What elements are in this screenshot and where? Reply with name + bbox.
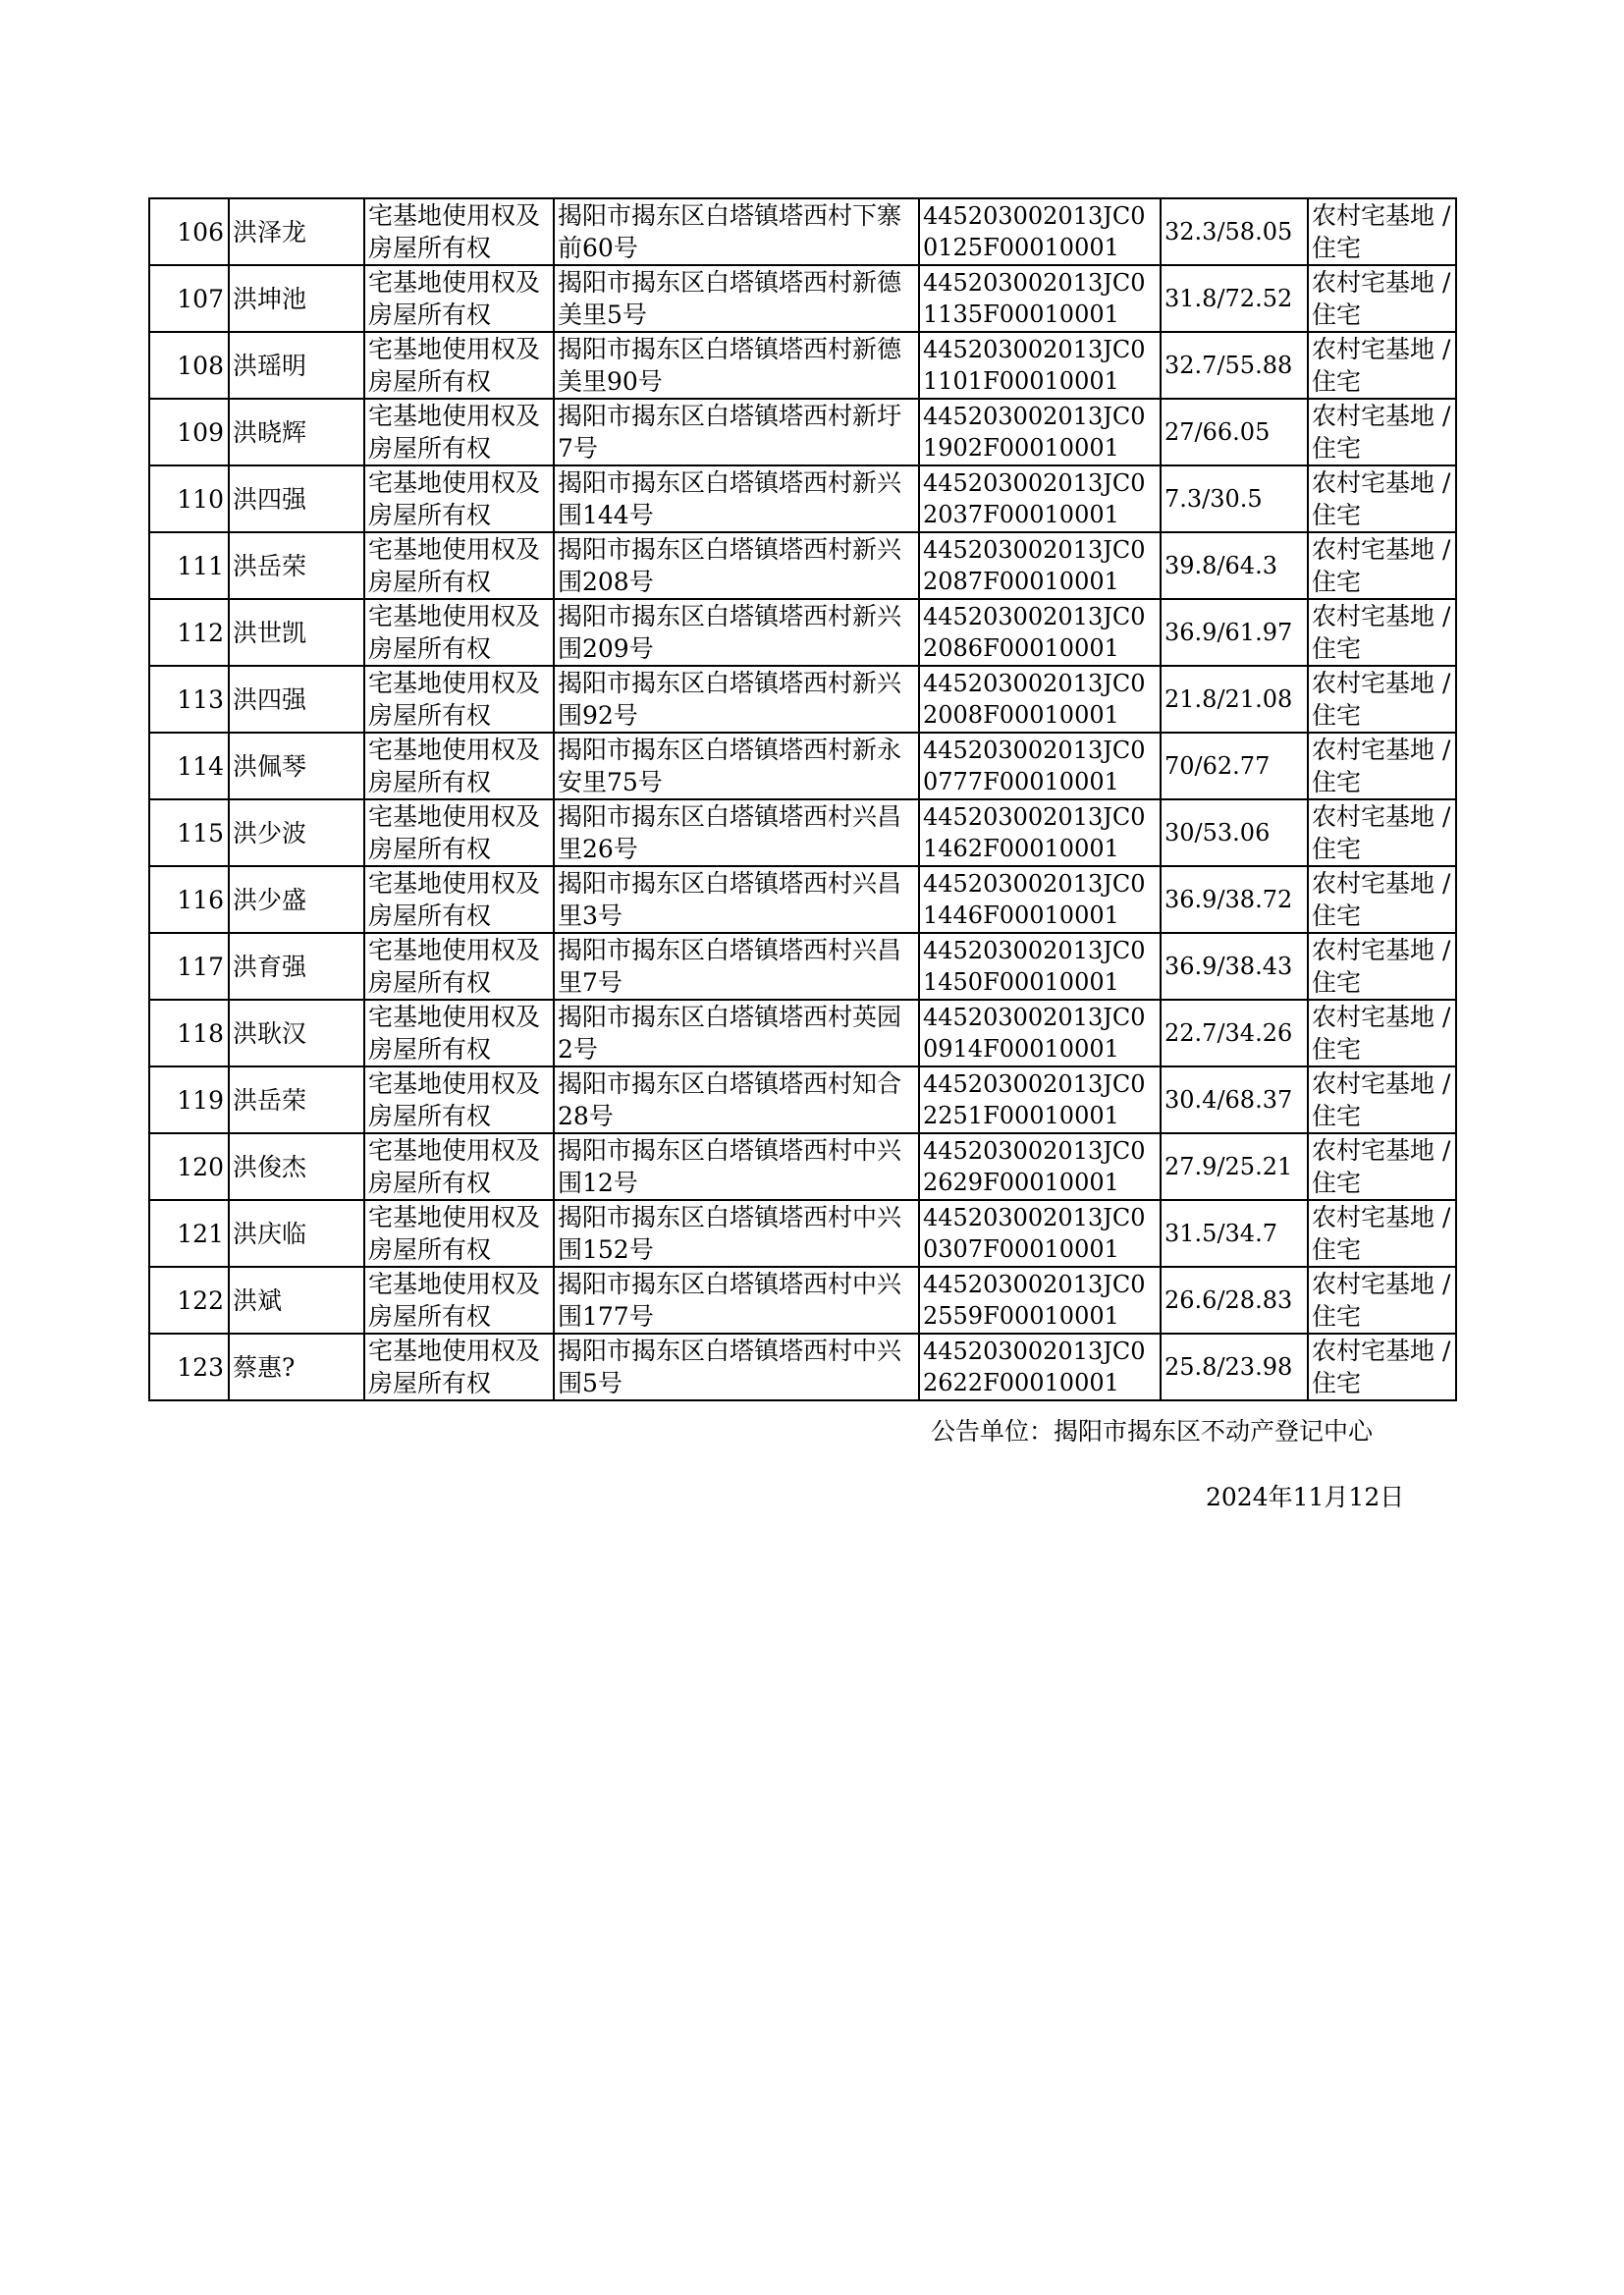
owner-name: 洪瑶明 [229, 332, 364, 399]
property-location: 揭阳市揭东区白塔镇塔西村兴昌里3号 [554, 866, 919, 933]
right-type: 宅基地使用权及房屋所有权 [364, 933, 554, 1000]
owner-name: 洪佩琴 [229, 733, 364, 799]
property-location: 揭阳市揭东区白塔镇塔西村新德美里5号 [554, 265, 919, 332]
property-location: 揭阳市揭东区白塔镇塔西村兴昌里7号 [554, 933, 919, 1000]
right-type: 宅基地使用权及房屋所有权 [364, 1200, 554, 1267]
record-number: 109 [149, 399, 229, 465]
owner-name: 洪四强 [229, 465, 364, 532]
owner-name: 洪耿汉 [229, 1000, 364, 1066]
area-value: 31.8/72.52 [1161, 265, 1308, 332]
owner-name: 洪少波 [229, 799, 364, 866]
property-location: 揭阳市揭东区白塔镇塔西村新永安里75号 [554, 733, 919, 799]
table-row [149, 1000, 1456, 1066]
record-number: 120 [149, 1133, 229, 1200]
owner-name: 洪俊杰 [229, 1133, 364, 1200]
area-value: 31.5/34.7 [1161, 1200, 1308, 1267]
unit-code: 445203002013JC02037F00010001 [919, 465, 1161, 532]
area-value: 36.9/38.72 [1161, 866, 1308, 933]
record-number: 118 [149, 1000, 229, 1066]
owner-name: 洪岳荣 [229, 1066, 364, 1133]
owner-name: 洪岳荣 [229, 532, 364, 599]
unit-code: 445203002013JC00125F00010001 [919, 198, 1161, 265]
usage-type: 农村宅基地 / 住宅 [1308, 733, 1456, 799]
right-type: 宅基地使用权及房屋所有权 [364, 1000, 554, 1066]
unit-code: 445203002013JC00307F00010001 [919, 1200, 1161, 1267]
area-value: 27/66.05 [1161, 399, 1308, 465]
record-number: 115 [149, 799, 229, 866]
right-type: 宅基地使用权及房屋所有权 [364, 1267, 554, 1334]
property-location: 揭阳市揭东区白塔镇塔西村中兴围177号 [554, 1267, 919, 1334]
right-type: 宅基地使用权及房屋所有权 [364, 1334, 554, 1400]
usage-type: 农村宅基地 / 住宅 [1308, 465, 1456, 532]
property-location: 揭阳市揭东区白塔镇塔西村新兴围144号 [554, 465, 919, 532]
right-type: 宅基地使用权及房屋所有权 [364, 198, 554, 265]
registration-table [148, 197, 1457, 1401]
property-location: 揭阳市揭东区白塔镇塔西村下寨前60号 [554, 198, 919, 265]
right-type: 宅基地使用权及房屋所有权 [364, 532, 554, 599]
unit-code: 445203002013JC02008F00010001 [919, 666, 1161, 733]
unit-code: 445203002013JC01462F00010001 [919, 799, 1161, 866]
area-value: 32.7/55.88 [1161, 332, 1308, 399]
area-value: 26.6/28.83 [1161, 1267, 1308, 1334]
unit-code: 445203002013JC00914F00010001 [919, 1000, 1161, 1066]
right-type: 宅基地使用权及房屋所有权 [364, 332, 554, 399]
area-value: 7.3/30.5 [1161, 465, 1308, 532]
property-location: 揭阳市揭东区白塔镇塔西村英园2号 [554, 1000, 919, 1066]
owner-name: 洪泽龙 [229, 198, 364, 265]
owner-name: 洪四强 [229, 666, 364, 733]
unit-code: 445203002013JC01101F00010001 [919, 332, 1161, 399]
table-row [149, 532, 1456, 599]
table-row [149, 1267, 1456, 1334]
table-row [149, 666, 1456, 733]
usage-type: 农村宅基地 / 住宅 [1308, 666, 1456, 733]
usage-type: 农村宅基地 / 住宅 [1308, 866, 1456, 933]
property-location: 揭阳市揭东区白塔镇塔西村兴昌里26号 [554, 799, 919, 866]
area-value: 39.8/64.3 [1161, 532, 1308, 599]
unit-code: 445203002013JC02629F00010001 [919, 1133, 1161, 1200]
owner-name: 蔡惠? [229, 1334, 364, 1400]
unit-code: 445203002013JC01450F00010001 [919, 933, 1161, 1000]
property-location: 揭阳市揭东区白塔镇塔西村中兴围152号 [554, 1200, 919, 1267]
record-number: 123 [149, 1334, 229, 1400]
record-number: 107 [149, 265, 229, 332]
unit-code: 445203002013JC01902F00010001 [919, 399, 1161, 465]
record-number: 119 [149, 1066, 229, 1133]
notice-unit: 公告单位：揭阳市揭东区不动产登记中心 [931, 1417, 1374, 1446]
property-location: 揭阳市揭东区白塔镇塔西村新德美里90号 [554, 332, 919, 399]
area-value: 21.8/21.08 [1161, 666, 1308, 733]
usage-type: 农村宅基地 / 住宅 [1308, 1000, 1456, 1066]
record-number: 121 [149, 1200, 229, 1267]
table-row [149, 399, 1456, 465]
table-row [149, 1066, 1456, 1133]
owner-name: 洪育强 [229, 933, 364, 1000]
right-type: 宅基地使用权及房屋所有权 [364, 799, 554, 866]
owner-name: 洪庆临 [229, 1200, 364, 1267]
owner-name: 洪坤池 [229, 265, 364, 332]
unit-code: 445203002013JC02622F00010001 [919, 1334, 1161, 1400]
usage-type: 农村宅基地 / 住宅 [1308, 399, 1456, 465]
table-row [149, 933, 1456, 1000]
record-number: 111 [149, 532, 229, 599]
usage-type: 农村宅基地 / 住宅 [1308, 599, 1456, 666]
unit-code: 445203002013JC02559F00010001 [919, 1267, 1161, 1334]
table-row [149, 1334, 1456, 1400]
right-type: 宅基地使用权及房屋所有权 [364, 1133, 554, 1200]
usage-type: 农村宅基地 / 住宅 [1308, 1133, 1456, 1200]
table-row [149, 465, 1456, 532]
unit-code: 445203002013JC02087F00010001 [919, 532, 1161, 599]
right-type: 宅基地使用权及房屋所有权 [364, 399, 554, 465]
area-value: 25.8/23.98 [1161, 1334, 1308, 1400]
unit-code: 445203002013JC01135F00010001 [919, 265, 1161, 332]
usage-type: 农村宅基地 / 住宅 [1308, 1334, 1456, 1400]
property-location: 揭阳市揭东区白塔镇塔西村新兴围92号 [554, 666, 919, 733]
usage-type: 农村宅基地 / 住宅 [1308, 1200, 1456, 1267]
right-type: 宅基地使用权及房屋所有权 [364, 465, 554, 532]
record-number: 106 [149, 198, 229, 265]
unit-code: 445203002013JC01446F00010001 [919, 866, 1161, 933]
unit-code: 445203002013JC00777F00010001 [919, 733, 1161, 799]
record-number: 113 [149, 666, 229, 733]
record-number: 117 [149, 933, 229, 1000]
right-type: 宅基地使用权及房屋所有权 [364, 866, 554, 933]
usage-type: 农村宅基地 / 住宅 [1308, 532, 1456, 599]
notice-date: 2024年11月12日 [1206, 1483, 1405, 1511]
usage-type: 农村宅基地 / 住宅 [1308, 198, 1456, 265]
unit-code: 445203002013JC02251F00010001 [919, 1066, 1161, 1133]
record-number: 122 [149, 1267, 229, 1334]
owner-name: 洪世凯 [229, 599, 364, 666]
area-value: 32.3/58.05 [1161, 198, 1308, 265]
table-row [149, 866, 1456, 933]
right-type: 宅基地使用权及房屋所有权 [364, 599, 554, 666]
area-value: 22.7/34.26 [1161, 1000, 1308, 1066]
usage-type: 农村宅基地 / 住宅 [1308, 332, 1456, 399]
area-value: 36.9/61.97 [1161, 599, 1308, 666]
property-location: 揭阳市揭东区白塔镇塔西村新兴围208号 [554, 532, 919, 599]
usage-type: 农村宅基地 / 住宅 [1308, 933, 1456, 1000]
table-row [149, 599, 1456, 666]
property-location: 揭阳市揭东区白塔镇塔西村中兴围12号 [554, 1133, 919, 1200]
registration-table-body [149, 198, 1456, 1400]
usage-type: 农村宅基地 / 住宅 [1308, 1267, 1456, 1334]
right-type: 宅基地使用权及房屋所有权 [364, 1066, 554, 1133]
record-number: 110 [149, 465, 229, 532]
property-location: 揭阳市揭东区白塔镇塔西村新兴围209号 [554, 599, 919, 666]
usage-type: 农村宅基地 / 住宅 [1308, 799, 1456, 866]
record-number: 108 [149, 332, 229, 399]
property-location: 揭阳市揭东区白塔镇塔西村知合28号 [554, 1066, 919, 1133]
owner-name: 洪斌 [229, 1267, 364, 1334]
owner-name: 洪少盛 [229, 866, 364, 933]
area-value: 70/62.77 [1161, 733, 1308, 799]
table-row [149, 733, 1456, 799]
right-type: 宅基地使用权及房屋所有权 [364, 666, 554, 733]
record-number: 116 [149, 866, 229, 933]
owner-name: 洪晓辉 [229, 399, 364, 465]
record-number: 112 [149, 599, 229, 666]
record-number: 114 [149, 733, 229, 799]
right-type: 宅基地使用权及房屋所有权 [364, 265, 554, 332]
table-row [149, 332, 1456, 399]
table-row [149, 799, 1456, 866]
table-row [149, 1133, 1456, 1200]
usage-type: 农村宅基地 / 住宅 [1308, 265, 1456, 332]
table-row [149, 1200, 1456, 1267]
area-value: 30/53.06 [1161, 799, 1308, 866]
property-location: 揭阳市揭东区白塔镇塔西村中兴围5号 [554, 1334, 919, 1400]
area-value: 27.9/25.21 [1161, 1133, 1308, 1200]
area-value: 36.9/38.43 [1161, 933, 1308, 1000]
table-row [149, 265, 1456, 332]
right-type: 宅基地使用权及房屋所有权 [364, 733, 554, 799]
area-value: 30.4/68.37 [1161, 1066, 1308, 1133]
usage-type: 农村宅基地 / 住宅 [1308, 1066, 1456, 1133]
table-row [149, 198, 1456, 265]
unit-code: 445203002013JC02086F00010001 [919, 599, 1161, 666]
property-location: 揭阳市揭东区白塔镇塔西村新圩7号 [554, 399, 919, 465]
